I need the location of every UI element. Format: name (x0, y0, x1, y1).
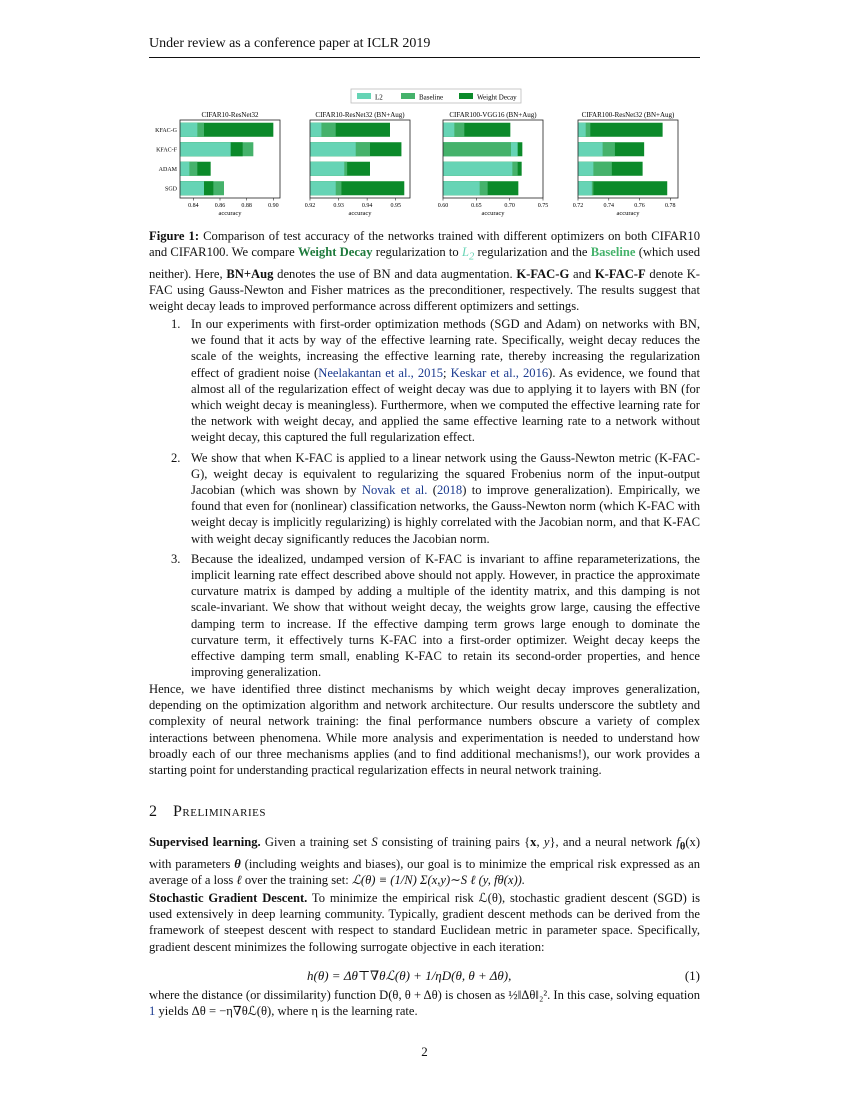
math-symbol: S (371, 835, 378, 849)
paragraph-text: }, and a neural network (549, 835, 677, 849)
panel-title: CIFAR10-ResNet32 (201, 111, 259, 119)
section-title: Preliminaries (173, 803, 267, 820)
bar (578, 123, 663, 137)
list-item-number: 2. (171, 450, 181, 465)
section-heading (149, 803, 266, 821)
running-header: Under review as a conference paper at ICLR 2019 (149, 36, 431, 51)
math-symbol: θ (234, 856, 241, 871)
x-tick-label: 0.86 (214, 203, 226, 209)
caption-l2-letter: L (461, 245, 469, 259)
x-axis-label: accuracy (616, 210, 640, 217)
x-tick-label: 0.90 (268, 203, 279, 209)
page-number: 2 (421, 1044, 428, 1059)
bar (310, 162, 344, 176)
caption-text: denote K-FAC using Gauss-Newton and Fisher matrices as the preconditioner, respectively. The results suggest that weight decay leads to improved performance across different optimizers and settings. (149, 266, 700, 313)
x-tick-label: 0.70 (504, 203, 515, 209)
list-item (149, 450, 700, 547)
math-symbol: x (530, 835, 537, 849)
caption-text: and (569, 266, 595, 281)
paragraph-text: To minimize the empirical risk ℒ(θ), stochastic gradient descent (SGD) is used extensively in deep learning community. Typically, gradient descent methods can be derived from the framework of steepest descent with respect to standard Euclidean metric in parameter space. Specifically, gradient descent minimizes the following surrogate objective in each iteration: (149, 891, 700, 954)
x-tick-label: 0.84 (188, 203, 199, 209)
x-tick-label: 0.92 (304, 203, 316, 209)
paragraph-heading: Stochastic Gradient Descent. (149, 891, 308, 905)
x-axis-label: accuracy (218, 210, 242, 217)
bar (180, 123, 197, 137)
bar (443, 142, 511, 156)
bar (578, 162, 593, 176)
x-tick-label: 0.93 (333, 203, 344, 209)
math-symbol: y (543, 835, 550, 849)
x-tick-label: 0.75 (537, 203, 549, 209)
panel-title: CIFAR100-VGG16 (BN+Aug) (449, 111, 537, 119)
citation-link[interactable]: Novak et al. (361, 483, 428, 498)
x-tick-label: 0.78 (665, 203, 676, 209)
category-tick-label: SGD (164, 186, 177, 193)
equation-body: h(θ) = Δθ⊤∇θℒ(θ) + 1/ηD(θ, θ + Δθ), (307, 968, 512, 983)
equation-ref-link[interactable]: 1 (149, 1004, 156, 1019)
section-number: 2 (149, 803, 157, 820)
legend-swatch (401, 93, 415, 99)
caption-kfacf: K-FAC-F (594, 266, 646, 281)
caption-kfacg: K-FAC-G (516, 266, 570, 281)
caption-weight-decay: Weight Decay (297, 245, 373, 259)
caption-baseline: Baseline (590, 245, 636, 259)
x-tick-label: 0.94 (361, 203, 373, 209)
risk-formula: ℒ(θ) ≡ (1/N) Σ(x,y)∼S ℓ (y, fθ(x)). (351, 872, 525, 887)
bar (180, 142, 231, 156)
category-tick-label: ADAM (158, 166, 177, 173)
paragraph-text: over the training set: (241, 872, 352, 887)
paragraph-text: , (536, 835, 544, 849)
caption-text: (which used neither). Here, (149, 245, 701, 281)
bar (310, 123, 321, 137)
list-item-text: ) to improve generalization). Empirically, we found that even for (nonlinear) classification networks, the Gauss-Newton norm (which K-FAC with weight decay is implicitly regularizing) is highly correlated with the Jacobian norm, and that K-FAC with weight decay significantly reduces the Jacobian norm. (191, 483, 701, 546)
math-symbol: θ (679, 841, 686, 853)
figure-1-chart (149, 88, 700, 220)
legend-swatch (357, 93, 371, 99)
list-item-text: Because the idealized, undamped version of K-FAC is invariant to affine reparameterizations, the implicit learning rate effect described above should not apply. However, in practice the approximate curvature matrix is damped by adding a multiple of the identity matrix, and this damping is not scale-invariant. We show that without weight decay, the weights grow large, causing the effective damping term to increase. If the effective damping term grows large enough to dominate the curvature term, it effectively turns K-FAC into a first-order optimizer. Weight decay keeps the effective damping term small, enabling K-FAC to retain its second-order properties, and hence improving generalization. (191, 551, 700, 680)
x-tick-label: 0.65 (471, 203, 482, 209)
x-tick-label: 0.76 (634, 203, 645, 209)
bar (180, 162, 189, 176)
caption-label: Figure 1: (149, 229, 200, 243)
paper-page (149, 0, 700, 1100)
category-tick-label: KFAC-F (156, 147, 177, 154)
x-axis-label: accuracy (481, 210, 505, 217)
caption-text: regularization to (372, 245, 462, 259)
category-tick-label: KFAC-G (155, 127, 177, 134)
x-tick-label: 0.88 (241, 203, 252, 209)
figure-caption (149, 228, 700, 314)
paragraph-text: consisting of training pairs { (377, 835, 531, 849)
paragraph-heading: Supervised learning. (149, 835, 261, 849)
x-tick-label: 0.74 (603, 203, 615, 209)
paragraph-text: yields Δθ = −η∇θℒ(θ), where η is the learning rate. (155, 1004, 418, 1019)
supervised-learning-paragraph (149, 834, 700, 888)
list-item-number: 3. (171, 551, 181, 566)
sgd-paragraph (149, 890, 700, 955)
panel-title: CIFAR100-ResNet32 (BN+Aug) (581, 111, 675, 119)
x-tick-label: 0.60 (437, 203, 449, 209)
x-tick-label: 0.72 (572, 203, 584, 209)
x-axis-label: accuracy (348, 210, 372, 217)
panel-title: CIFAR10-ResNet32 (BN+Aug) (315, 111, 405, 119)
paragraph-text: with parameters (149, 856, 235, 871)
caption-bnaug: BN+Aug (226, 266, 274, 281)
list-item-text: We show that when K-FAC is applied to a linear network using the Gauss-Newton metric (K-FAC-G), weight decay is equivalent to regularizing the squared Frobenius norm of the input-output Jacobian (which was shown by (191, 450, 700, 498)
header-rule (149, 57, 700, 58)
bar (180, 181, 204, 195)
list-item-text: ; (443, 365, 451, 380)
paragraph-text: Given a training set (260, 835, 372, 849)
citation-link[interactable]: Neelakantan et al., 2015 (318, 365, 444, 380)
list-item-text: ( (427, 483, 437, 498)
bar (578, 123, 586, 137)
paragraph-text: where the distance (or dissimilarity) function D(θ, θ + Δθ) is chosen as ½‖Δθ‖₂². In this case, solving equation (149, 988, 700, 1002)
equation-number: (1) (684, 968, 700, 983)
bar (443, 162, 512, 176)
list-item (149, 316, 700, 446)
math-symbol: (x) (685, 835, 701, 849)
list-item-text: In our experiments with first-order optimization methods (SGD and Adam) on networks with BN, we found that it acts by way of the effective learning rate. Specifically, weight decay reduces the scale of the weights, increasing the effective learning rate, thereby increasing the regularization effect of gradient noise ( (191, 317, 700, 380)
list-item-text: ). As evidence, we found that almost all of the regularization effect of weight decay was due to applying it to layers with BN (for which weight decay is meaningless). Furthermore, when we computed the effective learning rate for the network with weight decay, and applied the same effective learning rate to a network without weight decay, this captured the full regularization effect. (191, 365, 701, 445)
caption-text: denotes the use of BN and data augmentation. (273, 266, 517, 281)
legend-label: L2 (375, 93, 383, 102)
summary-paragraph: Hence, we have identified three distinct mechanisms by which weight decay improves generalization, depending on the optimization algorithm and network architecture. Our results underscore the subtlety and complexity of neural network training: the final performance numbers obscure a variety of complex interactions between phenomena. While more analysis and experimentation is needed to understand how broadly each of our three mechanisms applies (and to find additional mechanisms!), our work provides a starting point for understanding practical regularization effects in neural network training. (149, 682, 700, 778)
caption-l2-sub: 2 (469, 251, 475, 263)
bar (443, 181, 480, 195)
legend-swatch (459, 93, 473, 99)
citation-link[interactable]: Keskar et al., 2016 (450, 365, 549, 380)
after-equation-paragraph (149, 987, 700, 1019)
x-tick-label: 0.95 (390, 203, 401, 209)
citation-link[interactable]: 2018 (437, 483, 463, 498)
caption-text: regularization and the (474, 245, 591, 259)
caption-l2 (461, 245, 475, 263)
bar (578, 142, 603, 156)
paragraph-text: (including weights and biases), our goal is to minimize the emprical risk expressed as an average of a loss (149, 856, 700, 887)
bar (310, 181, 336, 195)
bar (578, 181, 592, 195)
legend-label: Weight Decay (477, 93, 517, 102)
list-item-number: 1. (171, 317, 181, 331)
bar (310, 142, 356, 156)
caption-text: Comparison of test accuracy of the networks trained with different optimizers on both CIFAR10 and CIFAR100. We compare (149, 229, 700, 259)
math-symbol: ℓ (236, 872, 242, 887)
contributions-list (149, 316, 700, 684)
legend-label: Baseline (419, 93, 444, 102)
list-item (149, 551, 700, 681)
bar (443, 123, 454, 137)
math-symbol: f (676, 835, 680, 849)
